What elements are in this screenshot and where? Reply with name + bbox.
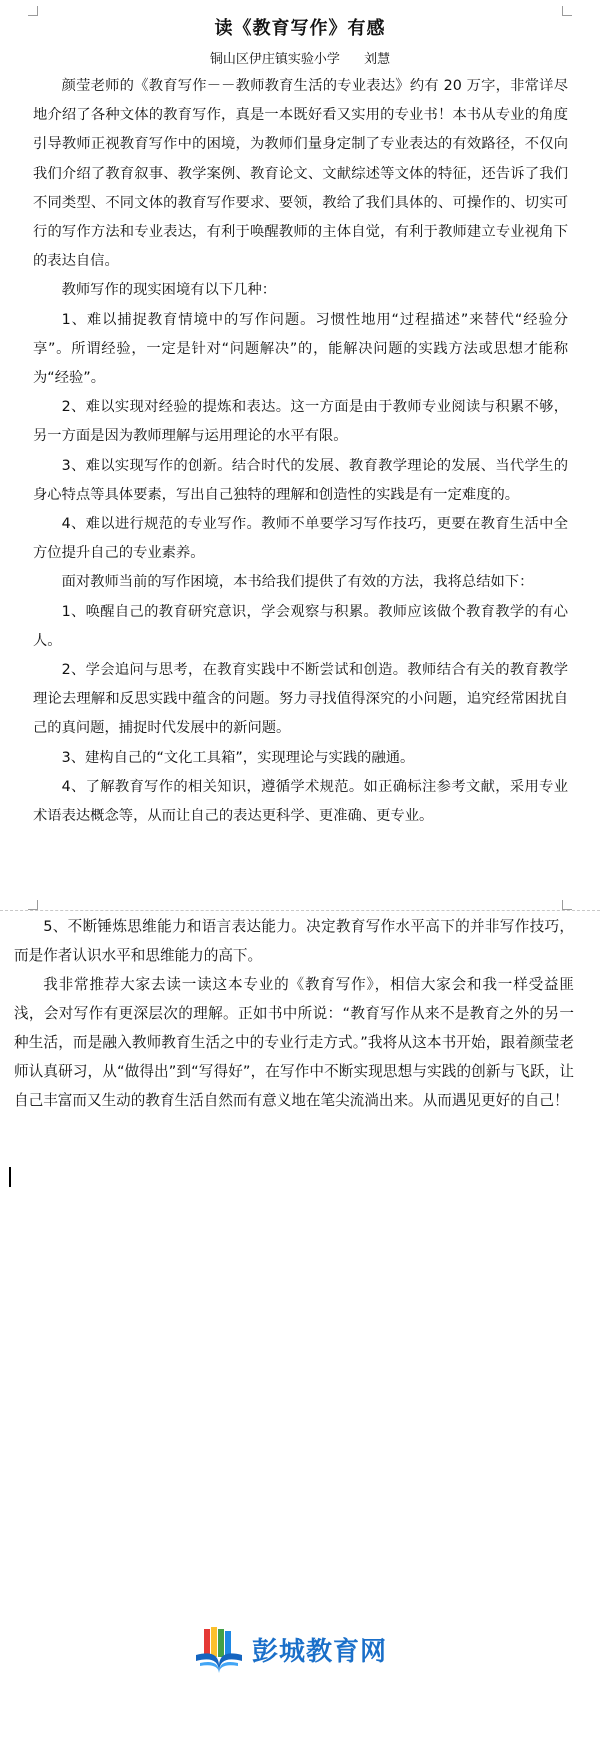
watermark-text: 彭城教育网 bbox=[252, 1637, 388, 1667]
page-corner-mark bbox=[562, 900, 572, 910]
author-school: 铜山区伊庄镇实验小学 bbox=[209, 52, 340, 67]
body-text-page-1[interactable] bbox=[33, 72, 568, 831]
paragraph: 2、难以实现对经验的提炼和表达。这一方面是由于教师专业阅读与积累不够，另一方面是因为教师理解与运用理论的水平有限。 bbox=[33, 399, 568, 445]
paragraph: 面对教师当前的写作困境，本书给我们提供了有效的方法，我将总结如下： bbox=[61, 574, 534, 591]
paragraph: 1、唤醒自己的教育研究意识，学会观察与积累。教师应该做个教育教学的有心人。 bbox=[33, 603, 568, 649]
watermark-logo bbox=[190, 1625, 420, 1675]
paragraph: 3、难以实现写作的创新。结合时代的发展、教育教学理论的发展、当代学生的身心特点等具体要素，写出自己独特的理解和创造性的实践是有一定难度的。 bbox=[33, 457, 568, 503]
paragraph: 3、建构自己的“文化工具箱”，实现理论与实践的融通。 bbox=[61, 749, 415, 766]
paragraph: 1、难以捕捉教育情境中的写作问题。习惯性地用“过程描述”来替代“经验分享”。所谓经验，一定是针对“问题解决”的，能解决问题的实践方法或思想才能称为“经验”。 bbox=[33, 311, 568, 387]
book-icon bbox=[190, 1625, 248, 1675]
paragraph: 教师写作的现实困境有以下几种： bbox=[61, 282, 277, 299]
author-line bbox=[0, 48, 600, 67]
paragraph: 4、了解教育写作的相关知识，遵循学术规范。如正确标注参考文献，采用专业术语表达概念等，从而让自己的表达更科学、更准确、更专业。 bbox=[33, 778, 568, 825]
page-corner-mark bbox=[28, 900, 38, 910]
author-name: 刘慧 bbox=[364, 52, 391, 67]
page-break-divider bbox=[0, 910, 600, 911]
paragraph: 我非常推荐大家去读一读这本专业的《教育写作》，相信大家会和我一样受益匪浅，会对写作有更深层次的理解。正如书中所说：“教育写作从来不是教育之外的另一种生活，而是融入教师教育生活之中的专业行走方式。”我将从这本书开始，跟着颜莹老师认真研习，从“做得出”到“写得好”，在写作中不断实现思想与实践的创新与飞跃，让自己丰富而又生动的教育生活自然而有意义地在笔尖流淌出来。从而遇见更好的自己！ bbox=[14, 976, 574, 1109]
paragraph: 颜莹老师的《教育写作－－教师教育生活的专业表达》约有 20 万字，非常详尽地介绍了各种文体的教育写作，真是一本既好看又实用的专业书！本书从专业的角度引导教师正视教育写作中的困境，为教师们量身定制了专业表达的有效路径，不仅向我们介绍了教育叙事、教学案例、教育论文、文献综述等文体的特征，还告诉了我们不同类型、不同文体的教育写作要求、要领，教给了我们具体的、可操作的、切实可行的写作方法和专业表达，有利于唤醒教师的主体自觉，有利于教师建立专业视角下的表达自信。 bbox=[33, 78, 568, 270]
paragraph: 4、难以进行规范的专业写作。教师不单要学习写作技巧，更要在教育生活中全方位提升自己的专业素养。 bbox=[33, 516, 568, 562]
paragraph: 5、不断锤炼思维能力和语言表达能力。决定教育写作水平高下的并非写作技巧，而是作者认识水平和思维能力的高下。 bbox=[14, 918, 574, 964]
text-cursor bbox=[9, 1167, 11, 1187]
paragraph: 2、学会追问与思考，在教育实践中不断尝试和创造。教师结合有关的教育教学理论去理解和反思实践中蕴含的问题。努力寻找值得深究的小问题，追究经常困扰自己的真问题，捕捉时代发展中的新问题。 bbox=[33, 662, 568, 737]
body-text-page-2[interactable] bbox=[14, 912, 574, 1115]
document-title: 读《教育写作》有感 bbox=[214, 18, 386, 39]
